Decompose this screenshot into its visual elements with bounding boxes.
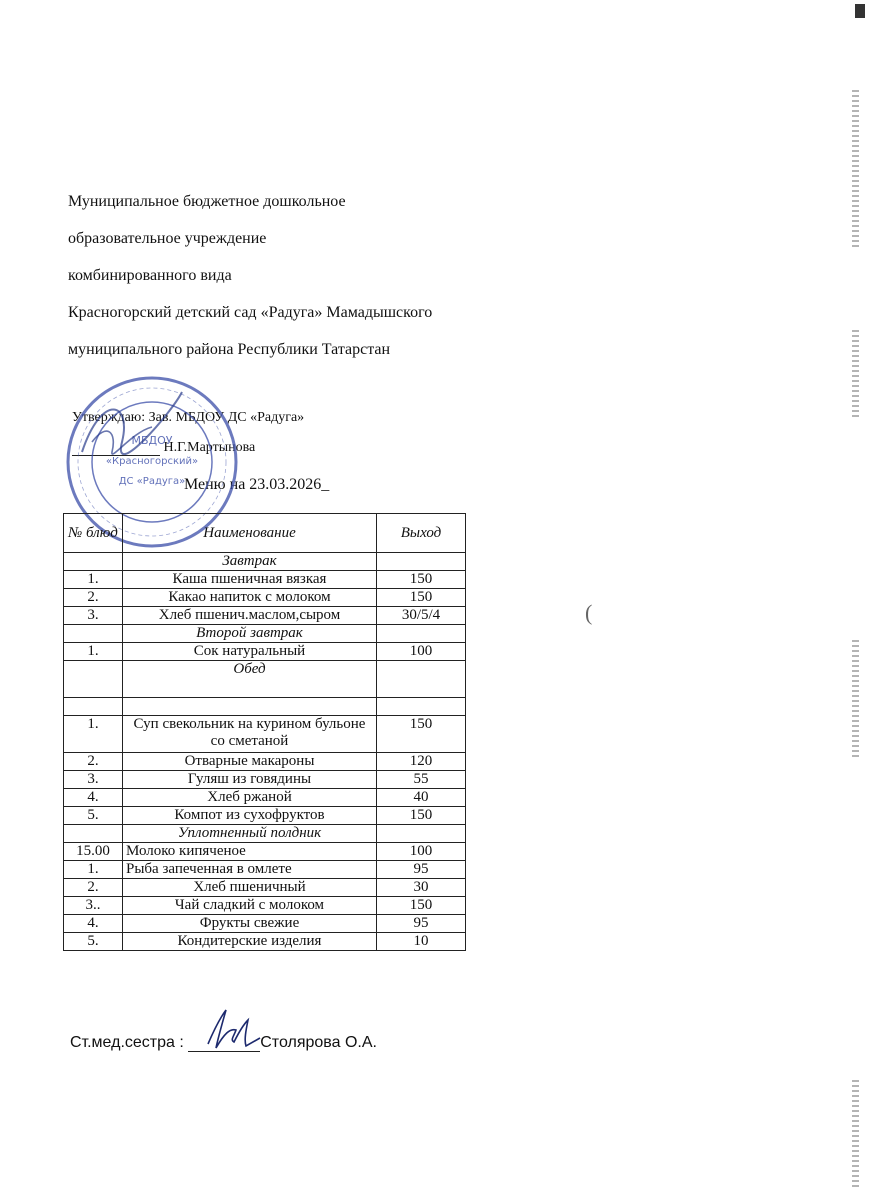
table-row	[64, 789, 466, 807]
organization-line: Муниципальное бюджетное дошкольное	[68, 193, 346, 210]
director-name: Н.Г.Мартынова	[163, 440, 256, 455]
scan-edge-artifact	[852, 330, 859, 420]
table-row	[64, 807, 466, 825]
table-cell	[64, 553, 123, 571]
table-row	[64, 771, 466, 789]
dish-num: 5.	[64, 933, 123, 951]
table-cell	[377, 553, 466, 571]
table-cell	[377, 825, 466, 843]
stamp-text: МБДОУ	[131, 434, 173, 447]
table-row	[64, 933, 466, 951]
section-title: Второй завтрак	[123, 625, 377, 643]
table-row	[64, 897, 466, 915]
dish-output: 150	[377, 589, 466, 607]
organization-line: Красногорский детский сад «Радуга» Мамадышского	[68, 304, 433, 321]
table-row	[64, 861, 466, 879]
section-title: Завтрак	[123, 553, 377, 571]
signature-role: Ст.мед.сестра :	[70, 1034, 189, 1051]
handwritten-signature	[200, 1000, 270, 1060]
table-row	[64, 589, 466, 607]
organization-line: муниципального района Республики Татарстан	[68, 341, 391, 358]
dish-num: 2.	[64, 753, 123, 771]
dish-output: 120	[377, 753, 466, 771]
organization-header	[68, 192, 432, 377]
dish-num: 5.	[64, 807, 123, 825]
table-header-row	[64, 514, 466, 553]
menu-table	[63, 513, 466, 951]
dish-name: Хлеб ржаной	[123, 789, 377, 807]
table-cell	[377, 625, 466, 643]
signature-blank	[72, 455, 160, 456]
approval-text: Утверждаю: Зав. МБДОУ ДС «Радуга»	[72, 410, 305, 425]
table-row	[64, 843, 466, 861]
menu-title: Меню на 23.03.2026_	[184, 476, 330, 493]
dish-num: 1.	[64, 643, 123, 661]
table-cell	[64, 625, 123, 643]
stamp-text: ДС «Радуга»	[118, 476, 186, 487]
dish-output: 150	[377, 571, 466, 589]
table-cell	[123, 698, 377, 716]
dish-name: Отварные макароны	[123, 753, 377, 771]
table-cell	[64, 825, 123, 843]
dish-num: 1.	[64, 571, 123, 589]
dish-num: 15.00	[64, 843, 123, 861]
header-num: № блюд	[64, 514, 123, 553]
scan-speck: (	[585, 600, 593, 625]
section-title: Обед	[123, 661, 377, 698]
dish-num: 1.	[64, 861, 123, 879]
dish-output: 150	[377, 897, 466, 915]
dish-name: Суп свекольник на курином бульоне со сметаной	[123, 716, 377, 753]
stamp-text: «Красногорский»	[105, 456, 199, 467]
table-cell	[377, 698, 466, 716]
section-title: Уплотненный полдник	[123, 825, 377, 843]
section-row	[64, 625, 466, 643]
dish-output: 55	[377, 771, 466, 789]
dish-name: Компот из сухофруктов	[123, 807, 377, 825]
scan-edge-artifact	[852, 90, 859, 250]
table-row	[64, 879, 466, 897]
dish-name: Хлеб пшенич.маслом,сыром	[123, 607, 377, 625]
blank-row	[64, 698, 466, 716]
table-row	[64, 643, 466, 661]
table-row	[64, 607, 466, 625]
header-name: Наименование	[123, 514, 377, 553]
header-output: Выход	[377, 514, 466, 553]
dish-num: 3.	[64, 771, 123, 789]
director-line	[72, 440, 255, 456]
dish-num: 1.	[64, 716, 123, 753]
table-row	[64, 753, 466, 771]
dish-name: Сок натуральный	[123, 643, 377, 661]
dish-output: 10	[377, 933, 466, 951]
dish-output: 30	[377, 879, 466, 897]
dish-name: Фрукты свежие	[123, 915, 377, 933]
scan-corner-mark	[855, 4, 865, 18]
dish-output: 30/5/4	[377, 607, 466, 625]
organization-line: комбинированного вида	[68, 267, 232, 284]
dish-num: 4.	[64, 789, 123, 807]
dish-num: 2.	[64, 589, 123, 607]
organization-line: образовательное учреждение	[68, 230, 267, 247]
dish-num: 2.	[64, 879, 123, 897]
dish-name: Гуляш из говядины	[123, 771, 377, 789]
table-row	[64, 571, 466, 589]
dish-name: Чай сладкий с молоком	[123, 897, 377, 915]
dish-output: 150	[377, 807, 466, 825]
dish-output: 95	[377, 861, 466, 879]
table-cell	[64, 698, 123, 716]
table-row	[64, 716, 466, 753]
scan-edge-artifact	[852, 640, 859, 760]
table-cell	[377, 661, 466, 698]
dish-output: 40	[377, 789, 466, 807]
signature-name: Столярова О.А.	[260, 1034, 377, 1051]
dish-num: 3..	[64, 897, 123, 915]
dish-output: 100	[377, 643, 466, 661]
dish-name: Хлеб пшеничный	[123, 879, 377, 897]
section-row	[64, 661, 466, 698]
dish-name: Каша пшеничная вязкая	[123, 571, 377, 589]
table-cell	[64, 661, 123, 698]
scan-edge-artifact	[852, 1080, 859, 1190]
dish-name: Рыба запеченная в омлете	[123, 861, 377, 879]
dish-name: Какао напиток с молоком	[123, 589, 377, 607]
dish-name: Молоко кипяченое	[123, 843, 377, 861]
section-row	[64, 825, 466, 843]
section-row	[64, 553, 466, 571]
dish-name: Кондитерские изделия	[123, 933, 377, 951]
dish-num: 3.	[64, 607, 123, 625]
table-row	[64, 915, 466, 933]
dish-output: 100	[377, 843, 466, 861]
dish-output: 150	[377, 716, 466, 753]
dish-output: 95	[377, 915, 466, 933]
dish-num: 4.	[64, 915, 123, 933]
